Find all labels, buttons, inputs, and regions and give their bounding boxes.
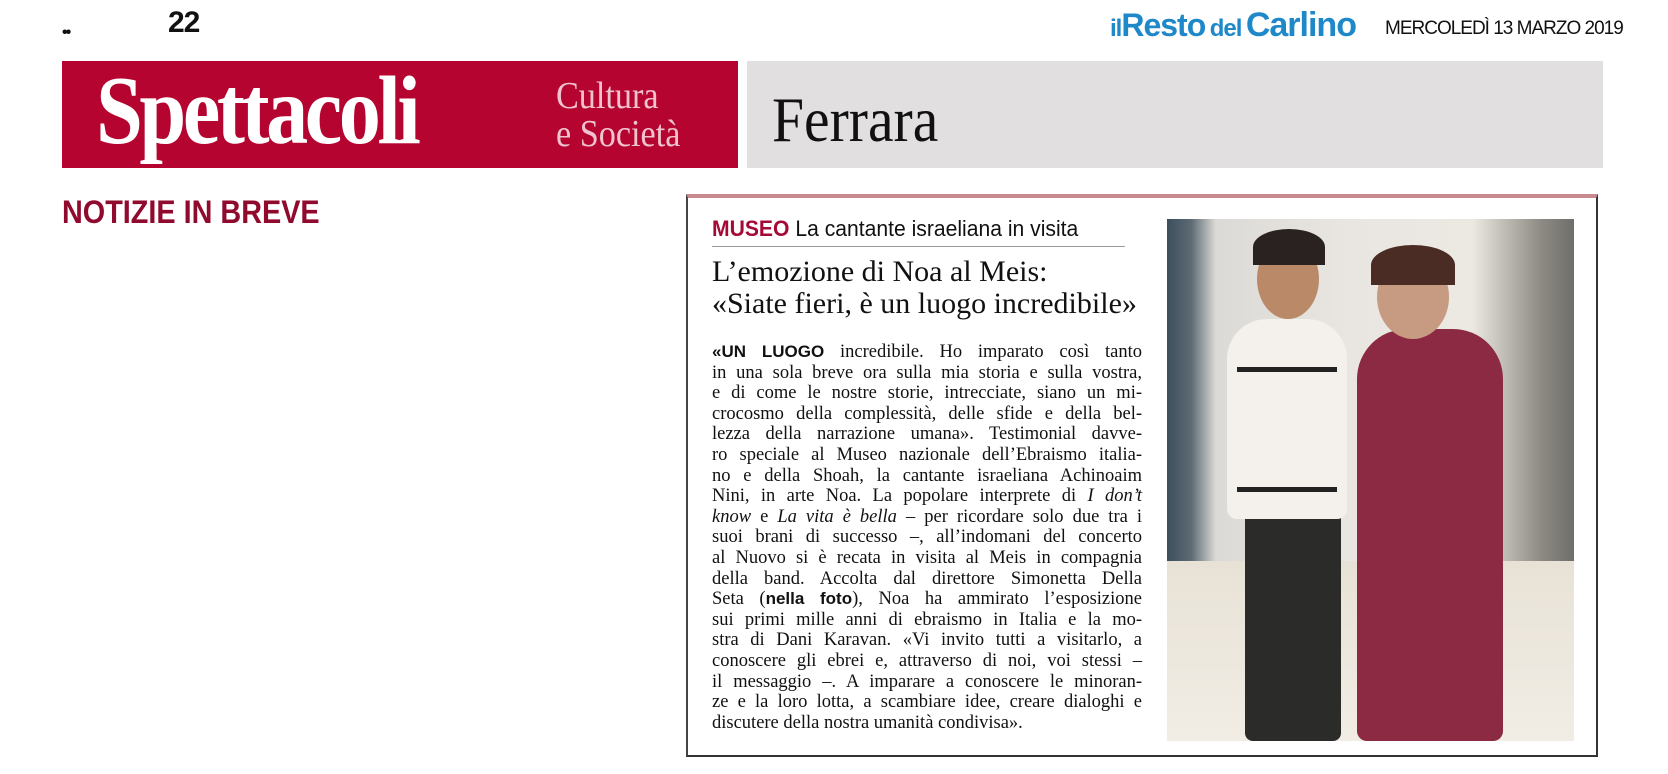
body-line: sui primi mille anni di ebraismo in Italia e la mo- <box>712 609 1142 630</box>
photo-person-right-outfit <box>1357 329 1503 741</box>
body-line: «UN LUOGO incredibile. Ho imparato così tanto <box>712 342 1142 362</box>
article-box <box>686 194 1598 757</box>
masthead-del: del <box>1209 15 1242 42</box>
section-band <box>62 57 738 168</box>
section-title: Spettacoli <box>96 57 418 165</box>
masthead-resto: Resto <box>1121 7 1206 43</box>
body-line: ze e la loro lotta, a scambiare idee, creare dialoghi e <box>712 692 1142 713</box>
photo-reference: nella foto <box>765 589 853 609</box>
page-number: 22 <box>168 6 200 39</box>
kicker-tag: MUSEO <box>712 216 790 241</box>
body-line: lezza della narrazione umana». Testimonial davve- <box>712 424 1142 445</box>
body-line: stra di Dani Karavan. «Vi invito tutti a visitarlo, a <box>712 630 1142 651</box>
masthead-carlino: Carlino <box>1245 6 1356 44</box>
body-line: suoi brani di successo –, all’indomani del concerto <box>712 527 1142 548</box>
city-band <box>747 61 1603 168</box>
photo-person-right-hair <box>1371 245 1455 285</box>
body-line: know e La vita è bella – per ricordare solo due tra i <box>712 506 1142 527</box>
article-photo <box>1167 219 1574 741</box>
body-line: Seta (nella foto), Noa ha ammirato l’esposizione <box>712 589 1142 610</box>
kicker-text: La cantante israeliana in visita <box>795 216 1079 241</box>
newspaper-masthead <box>1110 6 1356 45</box>
section-subtitle-line2: e Società <box>556 113 681 155</box>
body-line: discutere della nostra umanità condivisa». <box>712 712 1023 733</box>
photo-person-left-hair <box>1253 229 1325 265</box>
headline-line1: L’emozione di Noa al Meis: <box>712 255 1048 288</box>
photo-blouse-stripe <box>1237 367 1337 372</box>
photo-person-left-legs <box>1245 509 1341 741</box>
lead-in: «UN LUOGO <box>712 342 825 361</box>
body-line: no e della Shoah, la cantante israeliana Achinoaim <box>712 465 1142 486</box>
photo-blouse-stripe <box>1237 487 1337 492</box>
section-subtitle <box>556 77 680 153</box>
masthead-il: il <box>1110 15 1122 42</box>
body-line: conoscere gli ebrei e, attraverso di noi, voi stessi – <box>712 650 1142 671</box>
body-line: il messaggio –. A imparare a conoscere le minoran- <box>712 671 1142 692</box>
song-title-1-cont: know <box>712 506 752 527</box>
headline-line2: «Siate fieri, è un luogo incredibile» <box>712 287 1137 320</box>
song-title-1: I don’t <box>1087 486 1142 507</box>
page-marks: •• <box>62 24 70 41</box>
body-line: Nini, in arte Noa. La popolare interprete di I don’t <box>712 486 1142 507</box>
article-headline <box>712 256 1152 320</box>
body-line: ro speciale al Museo nazionale dell’Ebraismo italia- <box>712 444 1142 465</box>
body-line: della band. Accolta dal direttore Simonetta Della <box>712 568 1142 589</box>
body-line: al Nuovo si è recata in visita al Meis in compagnia <box>712 547 1142 568</box>
section-subtitle-line1: Cultura <box>556 75 659 117</box>
song-title-2: La vita è bella <box>777 506 897 527</box>
city-title: Ferrara <box>772 84 939 155</box>
body-line: crocosmo della complessità, delle sfide e della bel- <box>712 403 1142 424</box>
article-kicker <box>712 216 1125 247</box>
briefs-heading: NOTIZIE IN BREVE <box>62 194 320 230</box>
article-body <box>712 342 1142 733</box>
body-line: e di come le nostre storie, intrecciate, siano un mi- <box>712 383 1142 404</box>
issue-date: MERCOLEDÌ 13 MARZO 2019 <box>1385 18 1623 39</box>
body-line: in una sola breve ora sulla mia storia e sulla vostra, <box>712 362 1142 383</box>
